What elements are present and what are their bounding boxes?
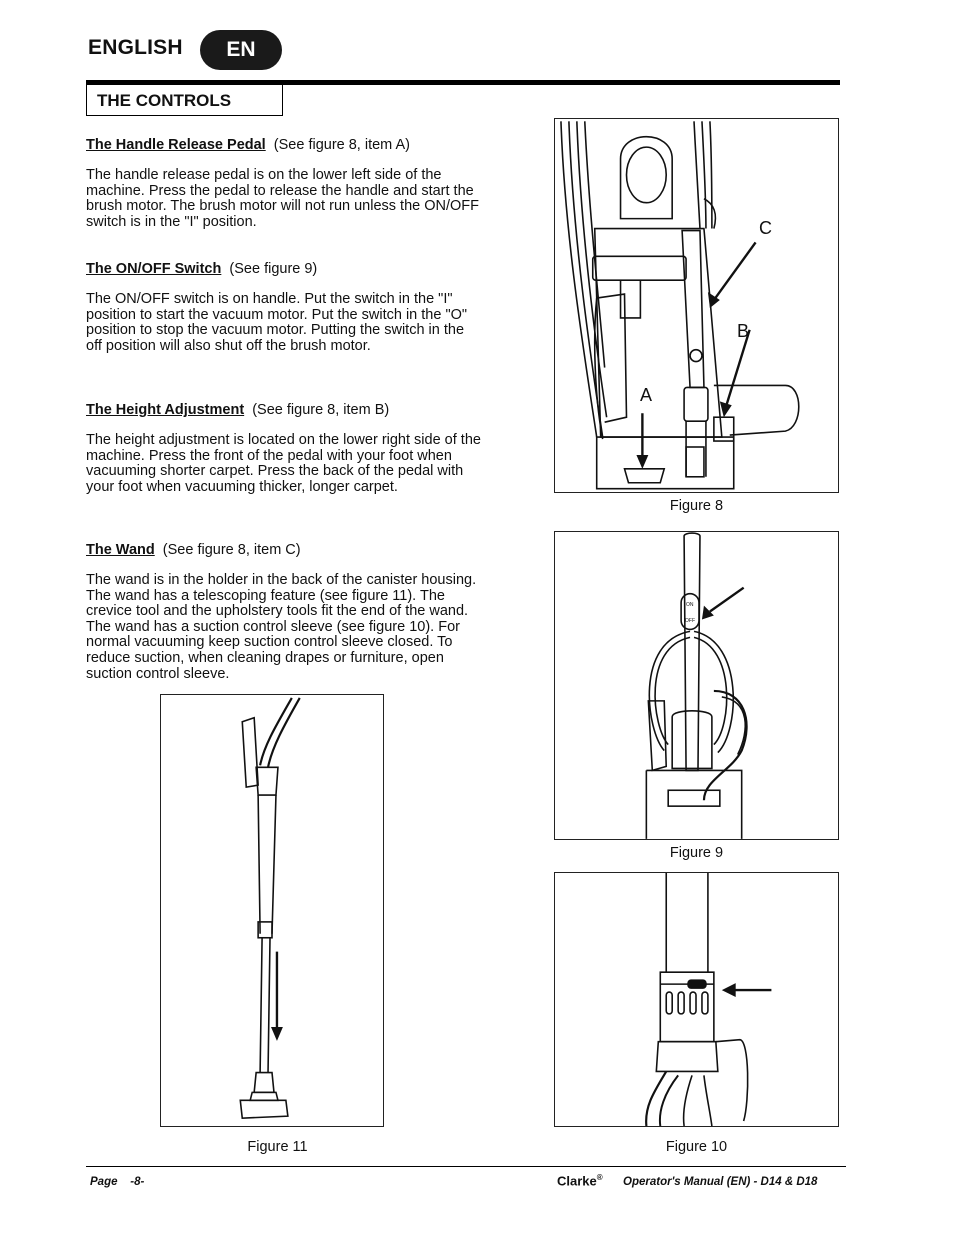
label-b: B — [737, 321, 750, 341]
vacuum-upright-drawing — [555, 119, 838, 492]
height-adjustment-heading — [86, 402, 506, 418]
label-a: A — [640, 385, 653, 405]
brand-name — [557, 1173, 603, 1188]
heading-reference: (See figure 9) — [229, 261, 318, 277]
wand-body: The wand is in the holder in the back of the canister housing. The wand has a telescoping feature (see figure 11). The crevice tool and the upholstery tools fit the end of the wand. The wand has a suction control sleeve (see figure 10). For normal vacuuming keep suction control sleeve closed. To reduce suction, when cleaning drapes or furniture, open suction control sleeve. — [86, 572, 477, 682]
label-c: C — [759, 218, 772, 238]
switch-on-label: ON — [686, 602, 694, 608]
heading-reference: (See figure 8, item A) — [273, 137, 410, 153]
figure-8-illustration — [554, 118, 839, 493]
brand-text: Clarke — [557, 1173, 597, 1189]
handle-release-heading — [86, 137, 506, 153]
figure-8-caption: Figure 8 — [669, 498, 724, 514]
registered-mark: ® — [596, 1173, 603, 1182]
height-adjustment-body: The height adjustment is located on the lower right side of the machine. Press the front of the pedal with your foot when vacuuming shorter carpet. Press the back of the pedal with your foot when vacuuming thicker, longer carpet. — [86, 432, 481, 495]
on-off-switch-drawing — [555, 532, 838, 839]
figure-11-caption: Figure 11 — [247, 1139, 308, 1155]
section-title: THE CONTROLS — [86, 85, 283, 116]
heading-text: The Handle Release Pedal — [86, 137, 266, 153]
wand-heading — [86, 542, 506, 558]
switch-off-label: OFF — [685, 618, 695, 624]
handle-release-body: The handle release pedal is on the lower left side of the machine. Press the pedal to release the handle and start the brush motor. The brush motor will not run unless the ON/OFF switch is in the "I" position. — [86, 167, 480, 230]
language-title: ENGLISH — [88, 36, 183, 59]
on-off-switch-heading — [86, 261, 506, 277]
figure-9-illustration — [554, 531, 839, 840]
heading-text: The ON/OFF Switch — [86, 261, 222, 277]
on-off-switch-body: The ON/OFF switch is on handle. Put the switch in the "I" position to start the vacuum motor. Put the switch in the "O" position to stop the vacuum motor. Putting the switch in the off position will also shut off the brush motor. — [86, 291, 468, 354]
figure-10-illustration — [554, 872, 839, 1127]
page-number: Page -8- — [90, 1176, 145, 1188]
heading-reference: (See figure 8, item C) — [162, 542, 301, 558]
telescoping-wand-drawing — [161, 695, 383, 1126]
manual-title: Operator's Manual (EN) - D14 & D18 — [623, 1176, 818, 1188]
language-badge: EN — [200, 30, 282, 70]
heading-reference: (See figure 8, item B) — [252, 402, 390, 418]
footer-rule — [86, 1166, 846, 1167]
suction-sleeve-drawing — [555, 873, 838, 1126]
heading-text: The Height Adjustment — [86, 402, 245, 418]
figure-11-illustration — [160, 694, 384, 1127]
figure-10-caption: Figure 10 — [665, 1139, 728, 1155]
figure-9-caption: Figure 9 — [669, 845, 724, 861]
heading-text: The Wand — [86, 542, 155, 558]
